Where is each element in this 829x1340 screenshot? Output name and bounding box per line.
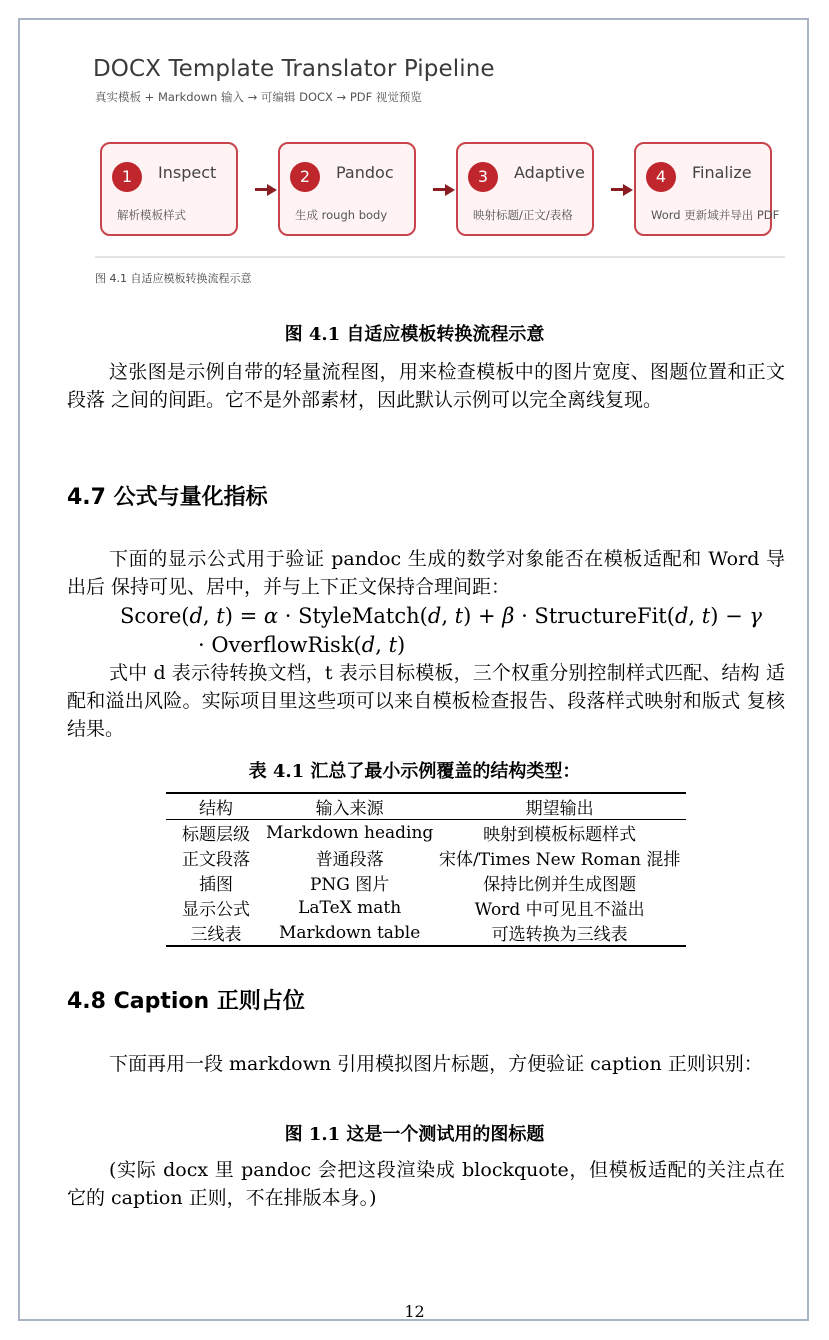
body-paragraph: 下面的显示公式用于验证 pandoc 生成的数学对象能否在模板适配和 Word 导出后 保持可见、居中，并与上下正文保持合理间距： bbox=[67, 548, 785, 598]
table-cell: 可选转换为三线表 bbox=[491, 925, 628, 945]
table-cell: LaTeX math bbox=[298, 897, 402, 918]
table-row bbox=[166, 920, 686, 946]
table-header-cell: 结构 bbox=[199, 799, 233, 819]
step-finalize bbox=[634, 142, 780, 236]
body-paragraph: 下面再用一段 markdown 引用模拟图片标题，方便验证 caption 正则识别： bbox=[109, 1053, 763, 1075]
right-arrow-icon bbox=[611, 186, 633, 194]
figure-caption: 图 1.1 这是一个测试用的图标题 bbox=[284, 1124, 545, 1145]
figure-inner-caption: 图 4.1 自适应模板转换流程示意 bbox=[95, 272, 252, 285]
table-cell: Markdown heading bbox=[266, 822, 434, 843]
step-name: Inspect bbox=[158, 163, 217, 182]
body-paragraph: 这张图是示例自带的轻量流程图，用来检查模板中的图片宽度、图题位置和正文段落 之间的间距。它不是外部素材，因此默认示例可以完全离线复现。 bbox=[67, 361, 785, 411]
blockquote-paragraph: (实际 docx 里 pandoc 会把这段渲染成 blockquote，但模板适配的关注点在它的 caption 正则，不在排版本身。) bbox=[67, 1159, 785, 1209]
body-paragraph: 式中 d 表示待转换文档，t 表示目标模板，三个权重分别控制样式匹配、结构 适配和溢出风险。实际项目里这些项可以来自模板检查报告、段落样式映射和版式 复核结果。 bbox=[67, 662, 785, 740]
figure-divider bbox=[95, 256, 785, 258]
section-heading-4-7: 4.7 公式与量化指标 bbox=[67, 485, 268, 510]
table-cell: PNG 图片 bbox=[309, 875, 390, 895]
table-cell: 保持比例并生成图题 bbox=[483, 875, 637, 895]
table-cell: 标题层级 bbox=[182, 825, 250, 845]
table-cell: 插图 bbox=[199, 875, 233, 895]
step-description: 映射标题/正文/表格 bbox=[473, 208, 573, 222]
step-description: 生成 rough body bbox=[295, 208, 388, 222]
step-number-badge: 2 bbox=[290, 162, 320, 192]
table-row bbox=[166, 845, 686, 870]
display-formula-line-2: · OverflowRisk(d, t) bbox=[198, 633, 406, 657]
table-cell: 映射到模板标题样式 bbox=[483, 825, 637, 845]
table-cell: 宋体/Times New Roman 混排 bbox=[438, 850, 681, 870]
step-adaptive bbox=[456, 142, 594, 236]
structure-table bbox=[166, 792, 686, 947]
table-cell: 显示公式 bbox=[182, 900, 250, 920]
figure-subtitle: 真实模板 + Markdown 输入 → 可编辑 DOCX → PDF 视觉预览 bbox=[95, 90, 422, 104]
table-header-cell: 输入来源 bbox=[315, 799, 384, 819]
table-cell: 三线表 bbox=[190, 925, 242, 945]
figure-title: DOCX Template Translator Pipeline bbox=[93, 56, 495, 82]
figure-caption: 图 4.1 自适应模板转换流程示意 bbox=[284, 324, 545, 345]
step-name: Adaptive bbox=[514, 163, 585, 182]
step-number-badge: 4 bbox=[646, 162, 676, 192]
step-description: Word 更新域并导出 PDF bbox=[651, 208, 780, 222]
section-heading-4-8: 4.8 Caption 正则占位 bbox=[67, 989, 305, 1014]
step-number-badge: 3 bbox=[468, 162, 498, 192]
table-caption: 表 4.1 汇总了最小示例覆盖的结构类型： bbox=[248, 761, 581, 782]
right-arrow-icon bbox=[433, 186, 455, 194]
table-row bbox=[166, 895, 686, 920]
right-arrow-icon bbox=[255, 186, 277, 194]
step-name: Finalize bbox=[692, 163, 752, 182]
table-row bbox=[166, 820, 686, 846]
table-header-cell: 期望输出 bbox=[525, 799, 594, 819]
step-pandoc bbox=[278, 142, 416, 236]
step-inspect bbox=[100, 142, 238, 236]
table-cell: 普通段落 bbox=[315, 850, 384, 870]
table-cell: Word 中可见且不溢出 bbox=[474, 900, 645, 920]
table-cell: 正文段落 bbox=[182, 850, 250, 870]
table-row bbox=[166, 870, 686, 895]
page-number: 12 bbox=[404, 1302, 425, 1321]
step-description: 解析模板样式 bbox=[117, 208, 186, 222]
step-name: Pandoc bbox=[336, 163, 394, 182]
step-number-badge: 1 bbox=[112, 162, 142, 192]
display-formula-line-1: Score(d, t) = α · StyleMatch(d, t) + β · StructureFit(d, t) − γ bbox=[120, 604, 762, 628]
table-cell: Markdown table bbox=[278, 922, 421, 943]
table-header-row bbox=[166, 793, 686, 820]
